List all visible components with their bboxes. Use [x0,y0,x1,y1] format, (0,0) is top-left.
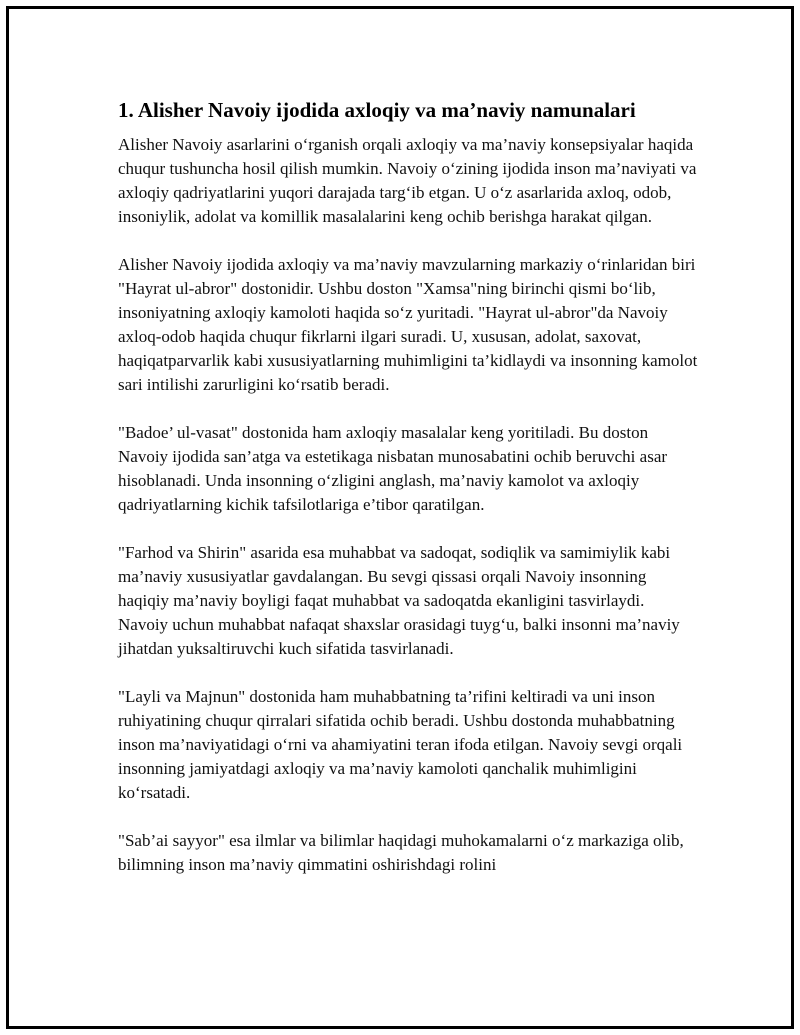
paragraph-2: Alisher Navoiy ijodida axloqiy va ma’naviy mavzularning markaziy o‘rinlaridan biri "Hayrat ul-abror" dostonidir. Ushbu doston "Xamsa"ning birinchi qismi bo‘lib, insoniyatning axloqiy kamoloti haqida so‘z yuritadi. "Hayrat ul-abror"da Navoiy axloq-odob haqida chuqur fikrlarni ilgari suradi. U, xususan, adolat, saxovat, haqiqatparvarlik kabi xususiyatlarning muhimligini ta’kidlaydi va insonning kamolot sari intilishi zarurligini ko‘rsatib beradi. [118,255,698,394]
section-heading: 1. Alisher Navoiy ijodida axloqiy va ma’naviy namunalari [118,98,636,122]
paragraph-3: "Badoe’ ul-vasat" dostonida ham axloqiy masalalar keng yoritiladi. Bu doston Navoiy ijodida san’atga va estetikaga nisbatan munosabatini ochib beruvchi asar hisoblanadi. Unda insonning o‘zligini anglash, ma’naviy kamolot va axloqiy qadriyatlarning kichik tafsilotlariga e’tibor qaratilgan. [118,423,668,514]
paragraph-6: "Sab’ai sayyor" esa ilmlar va bilimlar haqidagi muhokamalarni o‘z markaziga olib, bilimning inson ma’naviy qimmatini oshirishdagi rolini [118,831,684,874]
paragraph-5: "Layli va Majnun" dostonida ham muhabbatning ta’rifini keltiradi va uni inson ruhiyatining chuqur qirralari sifatida ochib beradi. Ushbu dostonda muhabbatning inson ma’naviyatidagi o‘rni va ahamiyatini teran ifoda etilgan. Navoiy sevgi orqali insonning jamiyatdagi axloqiy va ma’naviy kamoloti qanchalik muhimligini ko‘rsatadi. [118,687,683,802]
page [6,6,794,1029]
paragraph-1: Alisher Navoiy asarlarini o‘rganish orqali axloqiy va ma’naviy konsepsiyalar haqida chuqur tushuncha hosil qilish mumkin. Navoiy o‘zining ijodida inson ma’naviyati va axloqiy qadriyatlarini yuqori darajada targ‘ib etgan. U o‘z asarlarida axloq, odob, insoniylik, adolat va komillik masalalarini keng ochib berishga harakat qilgan. [118,135,697,226]
paragraph-4: "Farhod va Shirin" asarida esa muhabbat va sadoqat, sodiqlik va samimiylik kabi ma’naviy xususiyatlar gavdalangan. Bu sevgi qissasi orqali Navoiy insonning haqiqiy ma’naviy boyligi faqat muhabbat va sadoqatda ekanligini tasvirlaydi. Navoiy uchun muhabbat nafaqat shaxslar orasidagi tuyg‘u, balki insonni ma’naviy jihatdan yuksaltiruvchi kuch sifatida tasvirlanadi. [118,543,680,658]
document-body [118,96,698,901]
